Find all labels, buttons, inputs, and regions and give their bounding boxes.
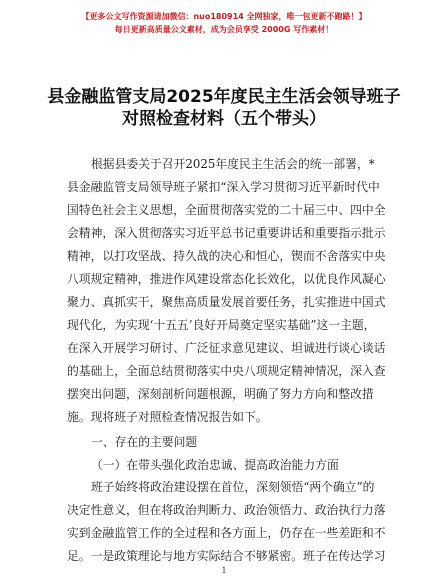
promo-banner-line-1: 【更多公文写作资源请加微信：nuo180914 全网独家，唯一包更新不跑路！】 <box>81 12 367 21</box>
intro-line: 根据县委关于召开2025年度民主生活会的统一部署，* <box>91 157 375 171</box>
intro-line: 会精神，深入贯彻落实习近平总书记重要讲话和重要指示批示 <box>67 226 386 240</box>
document-title-line-1: 县金融监管支局2025年度民主生活会领导班子 <box>47 87 401 107</box>
paragraph-line: 足。一是政策理论与地方实际结合不够紧密。班子在传达学习 <box>67 549 386 563</box>
intro-line: 在深入开展学习研讨、广泛征求意见建议、坦诚进行谈心谈话 <box>67 341 386 355</box>
paragraph-line: 班子始终将政治建设摆在首位，深刻领悟“两个确立”的 <box>91 480 375 494</box>
intro-line: 的基础上，全面总结贯彻落实中央八项规定精神情况，深入查 <box>67 364 386 378</box>
paragraph-line: 决定性意义，但在将政治判断力、政治领悟力、政治执行力落 <box>67 503 386 517</box>
intro-line: 八项规定精神，推进作风建设常态化长效化，以优良作风凝心 <box>67 272 386 286</box>
page-number: 1 <box>221 566 227 575</box>
subsection-heading: （一）在带头强化政治忠诚、提高政治能力方面 <box>91 458 339 472</box>
document-title-line-2: 对照检查材料（五个带头） <box>122 109 326 129</box>
intro-line: 施。现将班子对照检查情况报告如下。 <box>67 410 268 424</box>
section-heading: 一、存在的主要问题 <box>91 435 198 449</box>
intro-line: 摆突出问题，深刻剖析问题根源，明确了努力方向和整改措 <box>67 387 374 401</box>
promo-banner-line-2: 每日更新高质量公文素材，成为会员享受 2000G 写作素材！ <box>114 25 334 34</box>
paragraph-line: 实到金融监管工作的全过程和各方面上，仍存在一些差距和不 <box>67 526 386 540</box>
intro-line: 精神，以打攻坚战、持久战的决心和恒心，锲而不舍落实中央 <box>67 249 386 263</box>
intro-line: 聚力、真抓实干，聚焦高质量发展首要任务，扎实推进中国式 <box>67 295 386 309</box>
intro-line: 县金融监管支局领导班子紧扣“深入学习贯彻习近平新时代中 <box>67 180 380 194</box>
intro-line: 现代化，为实现‘十五五’良好开局奠定坚实基础”这一主题， <box>67 318 376 332</box>
intro-line: 国特色社会主义思想，全面贯彻落实党的二十届三中、四中全 <box>67 203 386 217</box>
